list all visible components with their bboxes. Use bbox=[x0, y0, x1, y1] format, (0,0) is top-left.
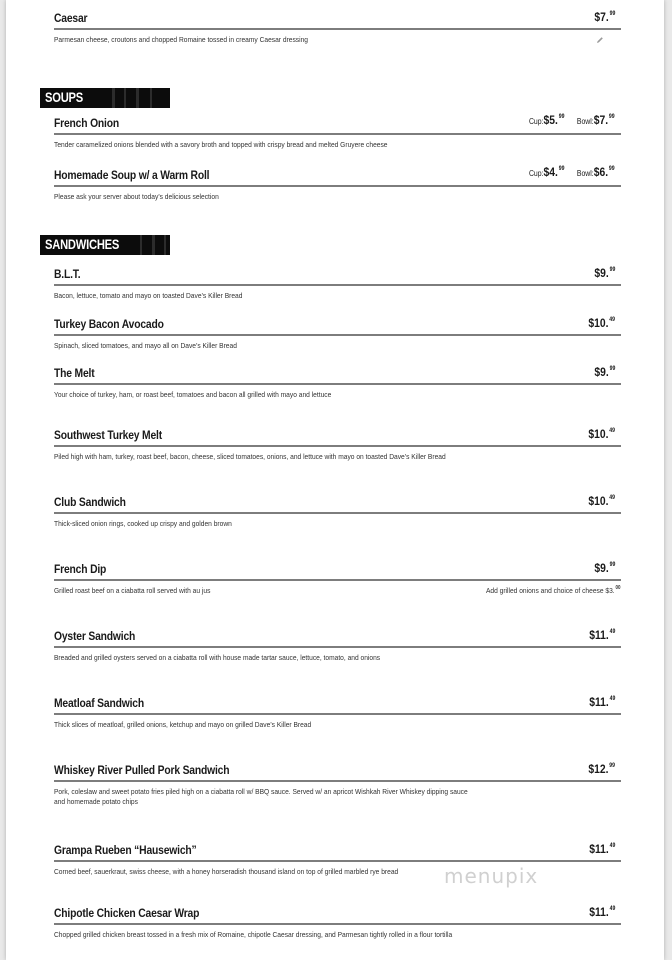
item-description: Pork, coleslaw and sweet potato fries piled high on a ciabatta roll w/ BBQ sauce. Served w/ an apricot Wishkah River Whiskey dipping sauce and homemade potato chips bbox=[54, 787, 468, 806]
item-name: B.L.T. bbox=[54, 267, 81, 281]
item-price: $11.49 bbox=[588, 628, 615, 642]
menu-item-the-melt bbox=[54, 363, 621, 400]
item-description: Spinach, sliced tomatoes, and mayo all on Dave’s Killer Bread bbox=[54, 341, 237, 350]
item-description: Your choice of turkey, ham, or roast beef, tomatoes and bacon all grilled with mayo and lettuce bbox=[54, 390, 332, 399]
item-name: Meatloaf Sandwich bbox=[54, 696, 144, 710]
item-description: Tender caramelized onions blended with a savory broth and topped with crispy bread and melted Gruyere cheese bbox=[54, 140, 388, 149]
item-description: Thick slices of meatloaf, grilled onions, ketchup and mayo on grilled Dave’s Killer Bread bbox=[54, 720, 312, 729]
item-price: $11.49 bbox=[588, 905, 615, 919]
section-header-sandwiches: SANDWICHES bbox=[40, 235, 170, 255]
item-name: Turkey Bacon Avocado bbox=[54, 317, 164, 331]
item-name: Grampa Rueben “Hausewich” bbox=[54, 843, 197, 857]
item-description: Breaded and grilled oysters served on a ciabatta roll with house made tartar sauce, lettuce, tomato, and onions bbox=[54, 653, 381, 662]
watermark-logo: menupix bbox=[444, 864, 539, 888]
item-price: $9.99 bbox=[594, 561, 615, 575]
item-description: Parmesan cheese, croutons and chopped Romaine tossed in creamy Caesar dressing bbox=[54, 35, 309, 44]
menu-item-oyster-sandwich bbox=[54, 626, 621, 663]
item-price: $7.99 bbox=[594, 10, 615, 24]
item-description: Corned beef, sauerkraut, swiss cheese, with a honey horseradish thousand island on top of grilled marbled rye bread bbox=[54, 867, 399, 876]
menu-item-chipotle-chicken-caesar-wrap bbox=[54, 903, 621, 940]
item-description: Grilled roast beef on a ciabatta roll served with au jus bbox=[54, 586, 211, 595]
pencil-icon[interactable] bbox=[596, 36, 604, 44]
item-description: Piled high with ham, turkey, roast beef, bacon, cheese, sliced tomatoes, onions, and lettuce with mayo on toasted Dave’s Killer Bread bbox=[54, 452, 446, 461]
item-price: $12.99 bbox=[588, 762, 615, 776]
item-name: The Melt bbox=[54, 366, 95, 380]
cup-bowl-prices: Cup:$4.99 Bowl:$6.99 bbox=[529, 165, 615, 179]
item-price: $10.49 bbox=[588, 494, 615, 508]
item-name: Whiskey River Pulled Pork Sandwich bbox=[54, 763, 230, 777]
item-description: Chopped grilled chicken breast tossed in a fresh mix of Romaine, chipotle Caesar dressing, and Parmesan tightly rolled in a flour tortilla bbox=[54, 930, 453, 939]
item-addon-note: Add grilled onions and choice of cheese $3.00 bbox=[486, 585, 621, 595]
menu-page bbox=[6, 0, 664, 960]
item-name: French Dip bbox=[54, 562, 107, 576]
item-name: Oyster Sandwich bbox=[54, 629, 136, 643]
item-name: Club Sandwich bbox=[54, 495, 126, 509]
menu-item-turkey-bacon-avocado bbox=[54, 314, 621, 351]
menu-item-meatloaf-sandwich bbox=[54, 693, 621, 730]
item-price: $10.49 bbox=[588, 316, 615, 330]
item-price: $11.49 bbox=[588, 842, 615, 856]
menu-item-homemade-soup bbox=[54, 165, 621, 202]
menu-item-french-onion bbox=[54, 113, 621, 150]
item-name: Homemade Soup w/ a Warm Roll bbox=[54, 168, 210, 182]
menu-item-caesar bbox=[54, 8, 621, 45]
menu-item-blt bbox=[54, 264, 621, 301]
menu-item-club-sandwich bbox=[54, 492, 621, 529]
item-description: Bacon, lettuce, tomato and mayo on toasted Dave’s Killer Bread bbox=[54, 291, 243, 300]
item-price: $11.49 bbox=[588, 695, 615, 709]
item-name: Caesar bbox=[54, 11, 88, 25]
item-name: Southwest Turkey Melt bbox=[54, 428, 163, 442]
item-price: $9.99 bbox=[594, 266, 615, 280]
item-price: $9.99 bbox=[594, 365, 615, 379]
item-name: Chipotle Chicken Caesar Wrap bbox=[54, 906, 200, 920]
item-name: French Onion bbox=[54, 116, 120, 130]
item-description: Thick-sliced onion rings, cooked up crispy and golden brown bbox=[54, 519, 232, 528]
item-price: $10.49 bbox=[588, 427, 615, 441]
menu-item-southwest-turkey-melt bbox=[54, 425, 621, 462]
section-header-soups: SOUPS bbox=[40, 88, 170, 108]
menu-item-whiskey-river-pulled-pork bbox=[54, 760, 621, 806]
item-description: Please ask your server about today’s delicious selection bbox=[54, 192, 219, 201]
cup-bowl-prices: Cup:$5.99 Bowl:$7.99 bbox=[529, 113, 615, 127]
menu-item-french-dip bbox=[54, 559, 621, 596]
